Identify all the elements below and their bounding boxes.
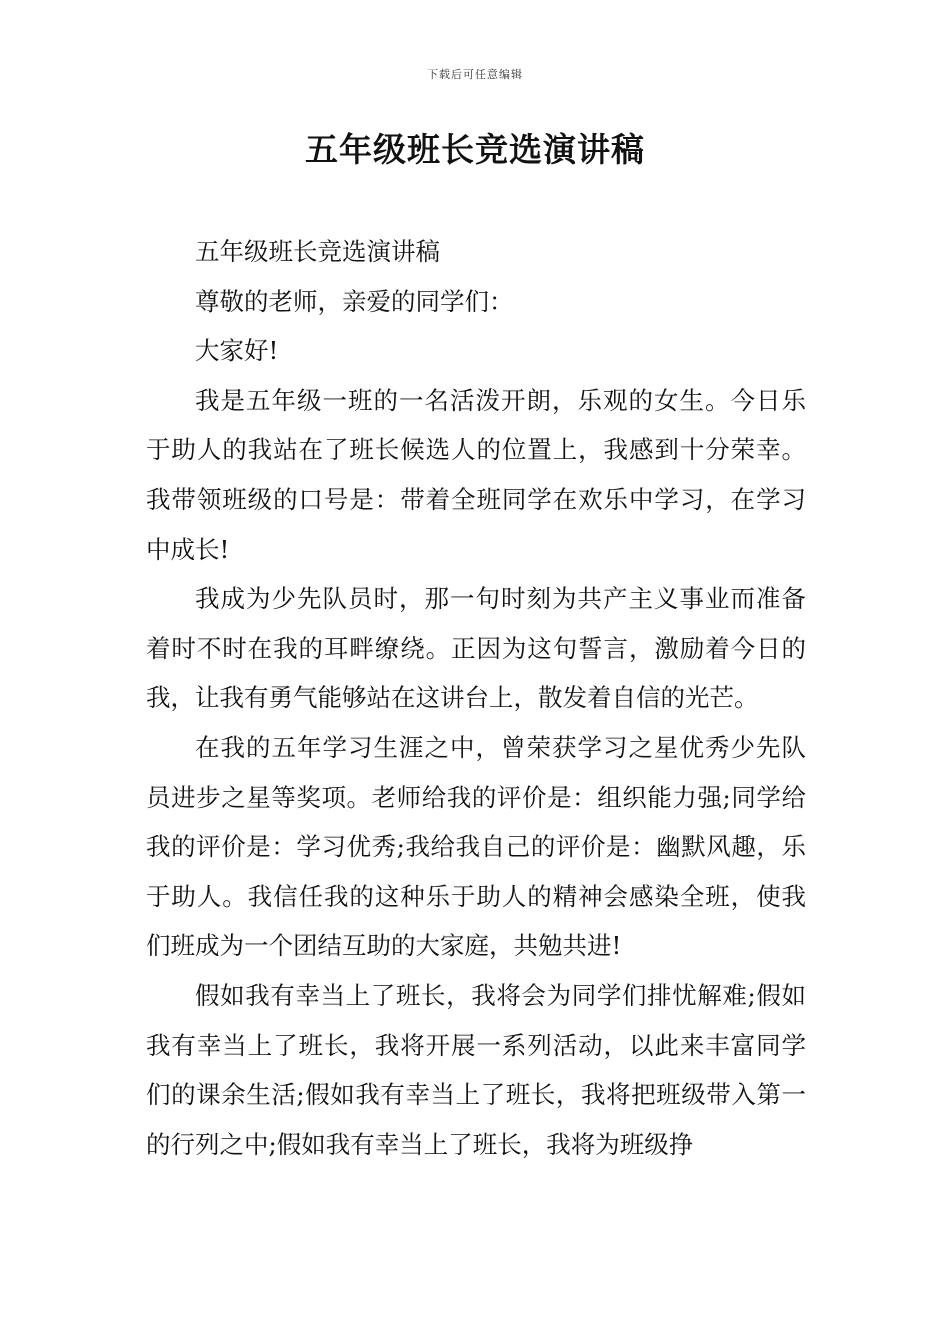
paragraph-salutation: 尊敬的老师，亲爱的同学们： [195, 286, 514, 316]
paragraph-promises: 假如我有幸当上了班长，我将会为同学们排忧解难;假如我有幸当上了班长，我将开展一系列活动，以此来丰富同学们的课余生活;假如我有幸当上了班长，我将把班级带入第一的行列之中;假如我有幸当上了班长，我将为班级挣 [146, 980, 806, 1159]
paragraph-subtitle: 五年级班长竞选演讲稿 [195, 237, 440, 266]
paragraph-pledge: 我成为少先队员时，那一句时刻为共产主义事业而准备着时不时在我的耳畔缭绕。正因为这句誓言，激励着今日的我，让我有勇气能够站在这讲台上，散发着自信的光芒。 [146, 584, 806, 713]
paragraph-greeting: 大家好! [195, 336, 279, 366]
document-title: 五年级班长竞选演讲稿 [305, 130, 645, 169]
header-note: 下载后可任意编辑 [427, 68, 523, 81]
document-body [146, 227, 806, 1169]
paragraph-achievements: 在我的五年学习生涯之中，曾荣获学习之星优秀少先队员进步之星等奖项。老师给我的评价是：组织能力强;同学给我的评价是：学习优秀;我给我自己的评价是：幽默风趣，乐于助人。我信任我的这种乐于助人的精神会感染全班，使我们班成为一个团结互助的大家庭，共勉共进! [146, 732, 806, 961]
paragraph-intro: 我是五年级一班的一名活泼开朗，乐观的女生。今日乐于助人的我站在了班长候选人的位置上，我感到十分荣幸。我带领班级的口号是：带着全班同学在欢乐中学习，在学习中成长! [146, 385, 806, 564]
